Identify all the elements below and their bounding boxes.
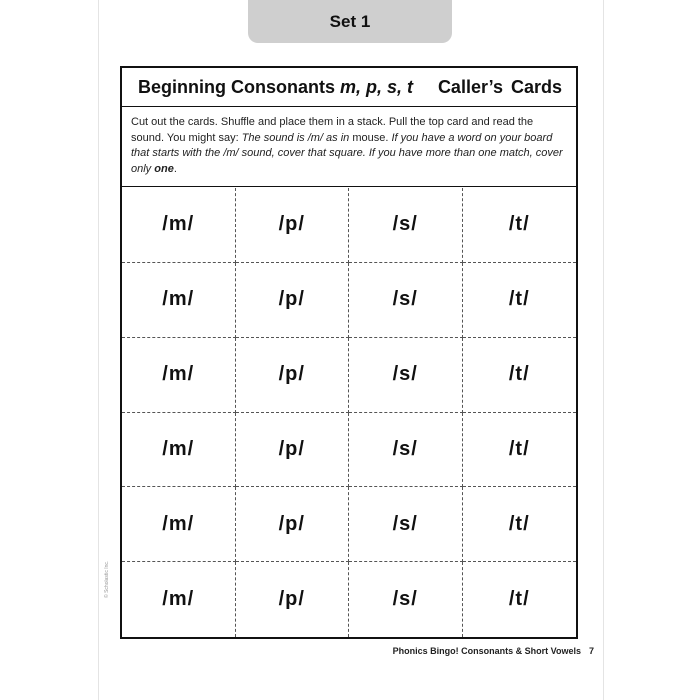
set-tab-label: Set 1	[329, 11, 371, 31]
instructions-word: mouse.	[352, 131, 389, 144]
set-tab	[248, 0, 452, 43]
card: /p/	[236, 487, 350, 562]
card: /p/	[236, 562, 350, 637]
card: /p/	[236, 338, 350, 413]
card: /t/	[463, 338, 577, 413]
instructions-part1: Cut out the cards. Shuffle and place them in a stack. Pull the top card and read the sound. You might say:	[131, 116, 534, 144]
instructions-bold: one	[154, 162, 174, 175]
title-letters: m, p, s, t	[340, 77, 414, 97]
card: /m/	[122, 562, 236, 637]
card: /p/	[236, 263, 350, 338]
instructions	[131, 115, 567, 177]
instructions-end: .	[173, 162, 177, 175]
card: /p/	[236, 413, 350, 488]
footer-page-number: 7	[588, 646, 594, 656]
grid-top-rule	[122, 186, 576, 187]
card: /m/	[122, 413, 236, 488]
callers-cards-frame	[120, 66, 578, 639]
card: /s/	[349, 188, 463, 263]
footer	[393, 646, 594, 656]
card: /m/	[122, 188, 236, 263]
card: /t/	[463, 263, 577, 338]
card: /t/	[463, 487, 577, 562]
card: /m/	[122, 487, 236, 562]
title-prefix: Beginning Consonants	[138, 77, 340, 97]
copyright: © Scholastic Inc.	[104, 560, 110, 598]
instructions-italic2: If you have a word on your board that starts with the /m/ sound, cover that square. If you have more than one match, cover only	[131, 131, 563, 175]
card: /t/	[508, 588, 530, 611]
instructions-italic1: The sound is /m/ as in	[241, 131, 353, 144]
card: /p/	[236, 188, 350, 263]
footer-book-title: Phonics Bingo! Consonants & Short Vowels	[392, 646, 581, 656]
card: /s/	[349, 413, 463, 488]
card: /t/	[463, 413, 577, 488]
page-title	[138, 77, 413, 98]
card: /s/	[349, 338, 463, 413]
card: /m/	[122, 338, 236, 413]
card-grid	[122, 188, 576, 637]
title-row	[122, 68, 576, 107]
card: /s/	[349, 263, 463, 338]
card: /s/	[349, 562, 463, 637]
card: /m/	[122, 263, 236, 338]
title-right: Caller’s Cards	[437, 77, 562, 97]
card: /t/	[463, 188, 577, 263]
card: /s/	[349, 487, 463, 562]
